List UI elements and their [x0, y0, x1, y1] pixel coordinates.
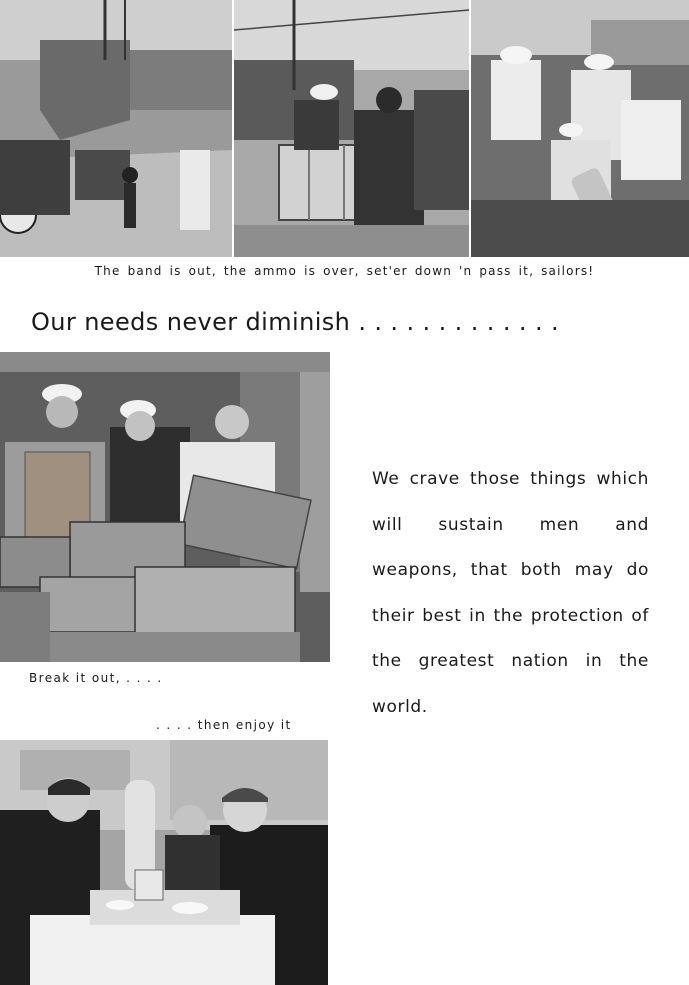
caption-enjoy-it: . . . . then enjoy it	[156, 718, 292, 732]
body-paragraph: We crave those things which will sustain men and weapons, that both may do their best in the protection of the greatest nation in the world.	[372, 469, 649, 717]
photo-ammo-transfer	[234, 0, 469, 257]
photo-passing-shells	[471, 0, 689, 257]
photo-ship-band	[0, 0, 232, 257]
caption-break-it-out: Break it out, . . . .	[29, 671, 163, 685]
photo-breaking-out-supplies	[0, 352, 330, 662]
photo-caption-top: The band is out, the ammo is over, set'er down 'n pass it, sailors!	[94, 264, 595, 278]
section-heading: Our needs never diminish . . . . . . . . . . . . .	[31, 308, 560, 336]
photo-sailors-eating	[0, 740, 328, 985]
